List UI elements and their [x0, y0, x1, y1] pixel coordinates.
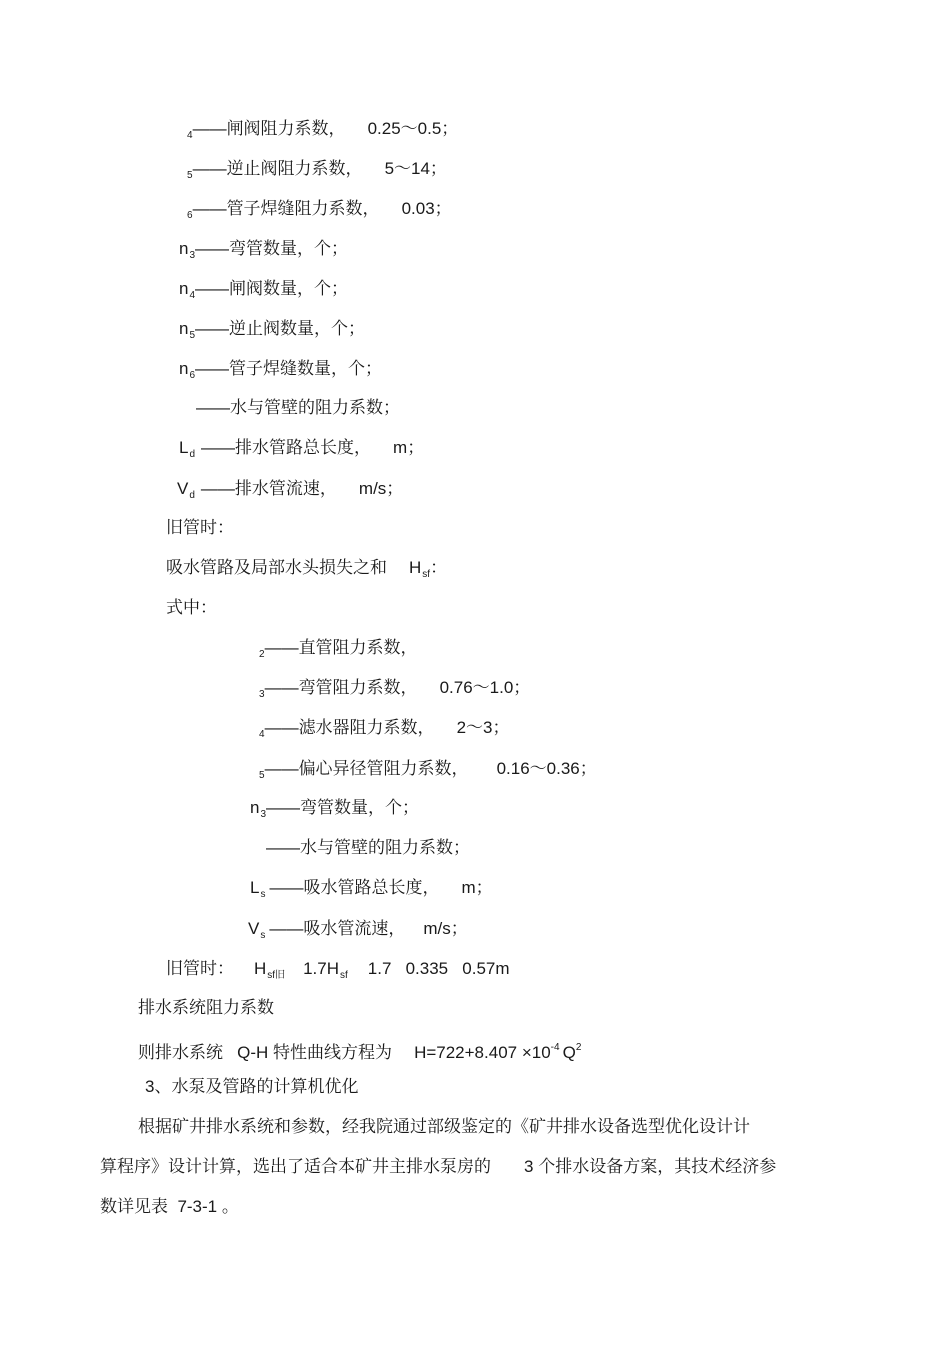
def-value: m； [393, 438, 425, 457]
def-desc: ——水与管壁的阻力系数； [196, 398, 400, 417]
def-d-5 [179, 318, 365, 347]
qh-curve-q-exp: 2 [575, 1042, 582, 1053]
def-s-4 [250, 797, 419, 826]
qh-curve-eq: H=722+8.407 ×10 [414, 1043, 551, 1062]
def-s-1 [258, 677, 530, 706]
def-symbol-sub: 5 [259, 770, 265, 781]
def-value: 2～3； [456, 718, 510, 737]
section-heading: 3、水泵及管路的计算机优化 [145, 1077, 359, 1096]
def-desc: ——偏心异径管阻力系数， [264, 759, 469, 778]
paragraph-line-2: 算程序》设计计算，选出了适合本矿井主排水泵房的 3 个排水设备方案，其技术经济参 [100, 1157, 777, 1176]
old-pipe-label: 旧管时： [166, 518, 234, 537]
def-value: 0.25～0.5； [367, 119, 459, 138]
def-s-3 [258, 758, 597, 787]
resistance-coef: 排水系统阻力系数 [138, 998, 274, 1017]
suction-intro-text: 吸水管路及局部水头损失之和 [166, 558, 387, 577]
def-value: 0.03； [401, 199, 452, 218]
def-s-7 [248, 918, 468, 947]
qh-curve-text: 则排水系统 Q-H 特性曲线方程为 [138, 1043, 393, 1062]
def-s-5 [266, 837, 470, 859]
def-symbol-sub: d [189, 490, 195, 501]
def-desc: ——弯管数量，个； [195, 239, 349, 258]
def-d-8 [179, 437, 424, 466]
suction-intro-symbol: H [409, 558, 422, 577]
old-pipe-formula-h-sub: sf旧 [267, 970, 286, 981]
old-pipe-formula-mid: 1.7H [303, 959, 339, 978]
def-d-9 [177, 478, 403, 507]
def-value: 0.76～1.0； [439, 678, 531, 697]
def-desc: ——直管阻力系数， [264, 638, 418, 657]
old-pipe-formula-h: H [254, 959, 267, 978]
suction-intro-tail: ： [430, 558, 448, 577]
formula-label: 式中： [166, 598, 217, 617]
def-desc: ——弯管数量，个； [266, 798, 420, 817]
qh-curve-exp: -4 [550, 1042, 560, 1053]
def-symbol-sub: s [260, 930, 266, 941]
def-value: 0.16～0.36； [496, 759, 597, 778]
paragraph-line-1: 根据矿井排水系统和参数，经我院通过部级鉴定的《矿井排水设备选型优化设计计 [138, 1117, 750, 1136]
def-desc: ——排水管路总长度， [201, 438, 372, 457]
old-pipe-formula [166, 958, 510, 987]
def-d-0 [186, 118, 458, 147]
def-symbol-sub: 4 [259, 729, 265, 740]
old-pipe-formula-vals: 1.7 0.335 0.57m [367, 959, 510, 978]
def-symbol-sub: s [260, 889, 266, 900]
def-desc: ——排水管流速， [200, 479, 337, 498]
def-symbol-sub: 3 [259, 689, 265, 700]
def-d-6 [179, 358, 382, 387]
def-value: m/s； [423, 919, 468, 938]
def-desc: ——管子焊缝数量，个； [195, 359, 383, 378]
def-symbol: n [179, 279, 189, 298]
def-d-3 [179, 238, 348, 267]
def-desc: ——逆止阀数量，个； [195, 319, 366, 338]
suction-intro-sub: sf [422, 569, 431, 580]
def-symbol-sub: 6 [189, 370, 196, 381]
def-symbol-sub: d [189, 449, 196, 460]
def-symbol-sub: 2 [259, 649, 265, 660]
paragraph-line-3: 数详见表 7-3-1 。 [100, 1197, 239, 1216]
def-d-2 [186, 198, 452, 227]
def-s-2 [258, 717, 509, 746]
def-d-1 [186, 158, 447, 187]
old-pipe-formula-label: 旧管时： [166, 959, 234, 978]
def-symbol: V [177, 479, 189, 498]
def-desc: ——吸水管路总长度， [269, 878, 440, 897]
def-symbol-sub: 3 [189, 250, 196, 261]
def-symbol: n [179, 239, 189, 258]
def-s-0 [258, 637, 418, 666]
def-symbol-sub: 4 [189, 290, 196, 301]
def-d-7 [196, 397, 400, 419]
def-symbol-sub: 6 [187, 210, 193, 221]
def-symbol: n [250, 798, 260, 817]
def-d-4 [179, 278, 348, 307]
def-desc: ——闸阀数量，个； [195, 279, 349, 298]
def-value: 5～14； [384, 159, 447, 178]
def-symbol: n [179, 359, 189, 378]
def-symbol: n [179, 319, 189, 338]
def-desc: ——滤水器阻力系数， [264, 718, 435, 737]
def-symbol: V [248, 919, 260, 938]
suction-intro [166, 557, 447, 586]
qh-curve [138, 1037, 581, 1064]
def-desc: ——逆止阀阻力系数， [192, 159, 363, 178]
def-symbol-sub: 3 [260, 809, 267, 820]
def-desc: ——闸阀阻力系数， [192, 119, 346, 138]
def-desc: ——弯管阻力系数， [264, 678, 418, 697]
def-symbol-sub: 4 [187, 130, 193, 141]
def-symbol-sub: 5 [189, 330, 196, 341]
def-value: m； [461, 878, 493, 897]
old-pipe-formula-mid-sub: sf [339, 970, 348, 981]
qh-curve-q: Q [562, 1043, 576, 1062]
def-symbol: L [250, 878, 260, 897]
def-symbol: L [179, 438, 189, 457]
def-desc: ——水与管壁的阻力系数； [266, 838, 470, 857]
def-desc: ——吸水管流速， [269, 919, 406, 938]
def-symbol-sub: 5 [187, 170, 193, 181]
def-desc: ——管子焊缝阻力系数， [192, 199, 380, 218]
def-s-6 [250, 877, 493, 906]
def-value: m/s； [358, 479, 404, 498]
